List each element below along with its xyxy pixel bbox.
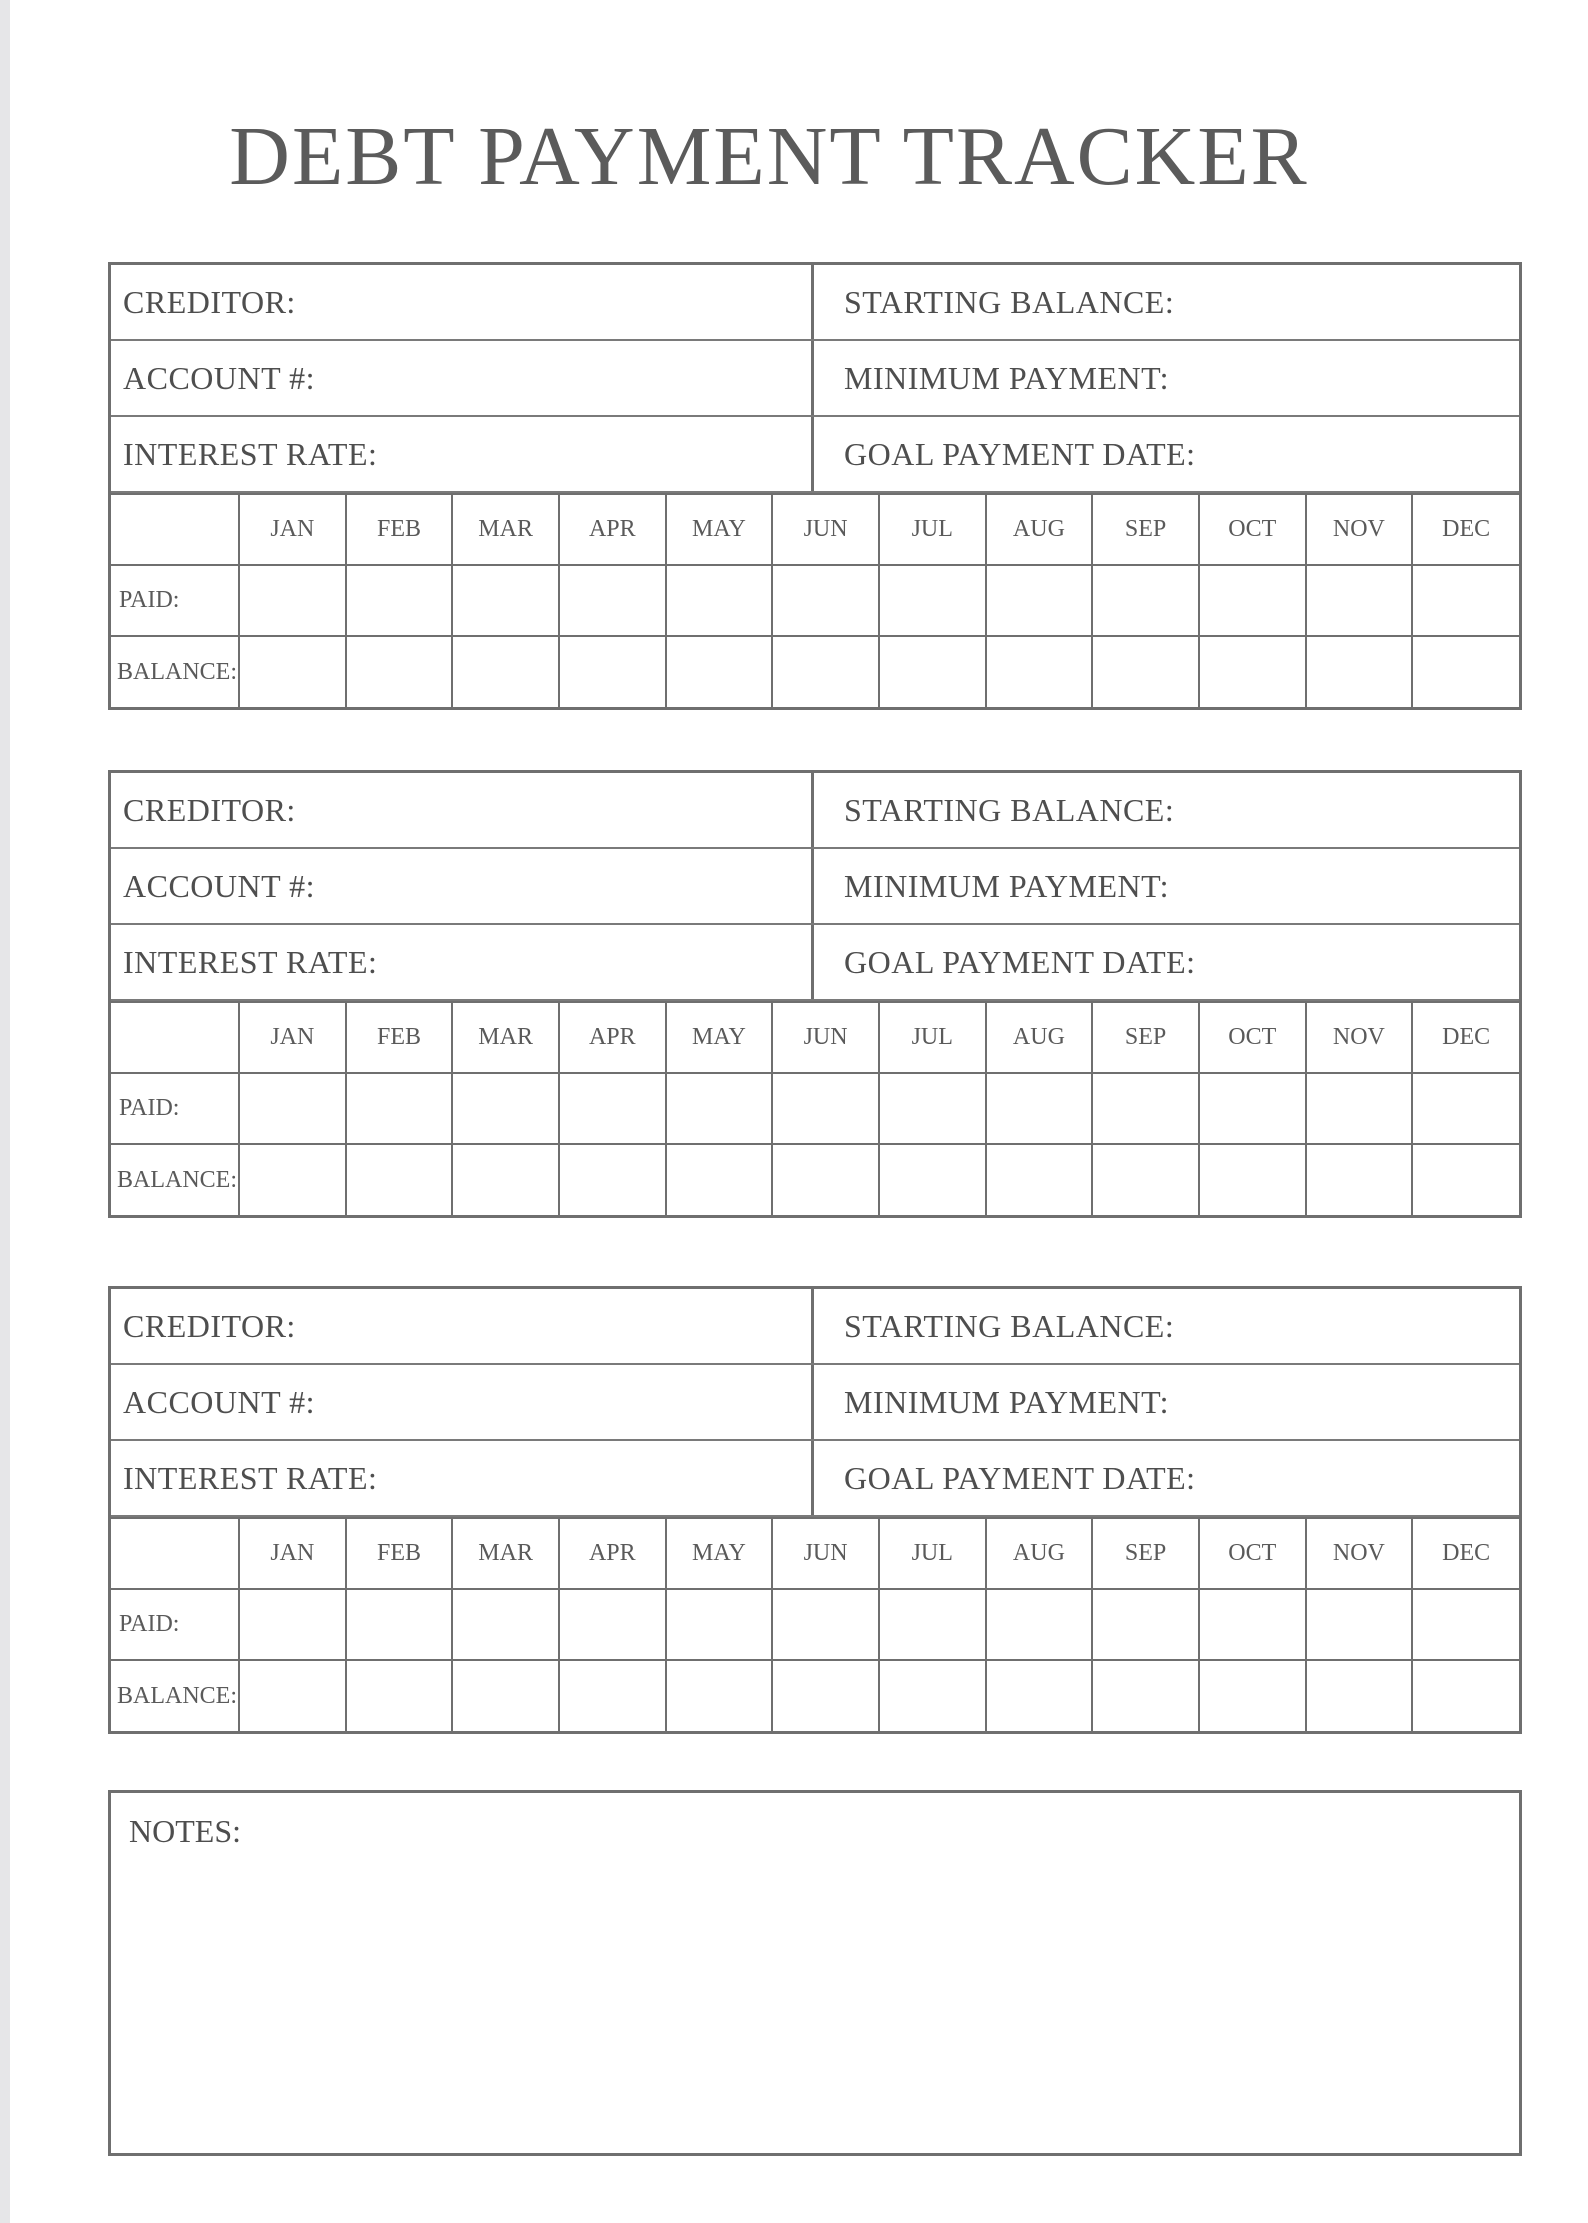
balance-cell-jan[interactable] xyxy=(239,1660,346,1731)
balance-cell-sep[interactable] xyxy=(1092,636,1199,707)
month-header-mar: MAR xyxy=(452,494,559,565)
balance-cell-mar[interactable] xyxy=(452,1144,559,1215)
month-header-dec: DEC xyxy=(1412,1002,1519,1073)
paid-cell-may[interactable] xyxy=(666,1589,773,1660)
balance-cell-mar[interactable] xyxy=(452,636,559,707)
paid-cell-oct[interactable] xyxy=(1199,1589,1306,1660)
month-header-oct: OCT xyxy=(1199,1002,1306,1073)
creditor-field[interactable]: CREDITOR: xyxy=(111,1289,814,1363)
month-header-aug: AUG xyxy=(986,1518,1093,1589)
month-header-mar: MAR xyxy=(452,1518,559,1589)
balance-cell-jul[interactable] xyxy=(879,636,986,707)
interest-rate-field[interactable]: INTEREST RATE: xyxy=(111,925,814,999)
header-corner-cell xyxy=(111,1518,239,1589)
month-header-jun: JUN xyxy=(772,1002,879,1073)
paid-row xyxy=(111,1589,1519,1660)
interest-rate-field[interactable]: INTEREST RATE: xyxy=(111,1441,814,1515)
month-header-jul: JUL xyxy=(879,494,986,565)
paid-cell-aug[interactable] xyxy=(986,1073,1093,1144)
paid-cell-oct[interactable] xyxy=(1199,565,1306,636)
paid-cell-feb[interactable] xyxy=(346,1073,453,1144)
month-header-row xyxy=(111,494,1519,565)
paid-cell-jan[interactable] xyxy=(239,1073,346,1144)
balance-cell-apr[interactable] xyxy=(559,1660,666,1731)
balance-cell-feb[interactable] xyxy=(346,1660,453,1731)
paid-cell-may[interactable] xyxy=(666,1073,773,1144)
month-header-dec: DEC xyxy=(1412,494,1519,565)
month-header-jan: JAN xyxy=(239,1002,346,1073)
balance-cell-may[interactable] xyxy=(666,636,773,707)
month-header-dec: DEC xyxy=(1412,1518,1519,1589)
debt-tracker-2 xyxy=(108,770,1522,1218)
month-header-may: MAY xyxy=(666,1518,773,1589)
debt-tracker-1 xyxy=(108,262,1522,710)
month-header-oct: OCT xyxy=(1199,1518,1306,1589)
balance-cell-feb[interactable] xyxy=(346,1144,453,1215)
page-title: DEBT PAYMENT TRACKER xyxy=(229,110,1309,203)
debt-tracker-3 xyxy=(108,1286,1522,1734)
balance-cell-jun[interactable] xyxy=(772,636,879,707)
month-header-jan: JAN xyxy=(239,1518,346,1589)
paid-cell-sep[interactable] xyxy=(1092,1073,1199,1144)
notes-label: NOTES: xyxy=(129,1813,241,1849)
starting-balance-field[interactable]: STARTING BALANCE: xyxy=(844,1307,1175,1344)
balance-cell-apr[interactable] xyxy=(559,636,666,707)
balance-cell-dec[interactable] xyxy=(1412,636,1519,707)
account-number-field[interactable]: ACCOUNT #: xyxy=(111,341,814,415)
paid-cell-jun[interactable] xyxy=(772,565,879,636)
balance-cell-dec[interactable] xyxy=(1412,1144,1519,1215)
paid-row xyxy=(111,565,1519,636)
account-number-field[interactable]: ACCOUNT #: xyxy=(111,1365,814,1439)
monthly-payment-grid xyxy=(111,493,1519,707)
month-header-sep: SEP xyxy=(1092,1518,1199,1589)
info-row-account xyxy=(111,1365,1519,1441)
paid-cell-dec[interactable] xyxy=(1412,565,1519,636)
info-row-creditor xyxy=(111,1289,1519,1365)
month-header-oct: OCT xyxy=(1199,494,1306,565)
month-header-feb: FEB xyxy=(346,494,453,565)
creditor-field[interactable]: CREDITOR: xyxy=(111,773,814,847)
paid-cell-mar[interactable] xyxy=(452,1073,559,1144)
balance-cell-nov[interactable] xyxy=(1306,636,1413,707)
month-header-jun: JUN xyxy=(772,1518,879,1589)
monthly-payment-grid xyxy=(111,1001,1519,1215)
paid-cell-sep[interactable] xyxy=(1092,565,1199,636)
info-row-interest xyxy=(111,1441,1519,1517)
month-header-row xyxy=(111,1002,1519,1073)
balance-cell-jan[interactable] xyxy=(239,1144,346,1215)
minimum-payment-field[interactable]: MINIMUM PAYMENT: xyxy=(844,1383,1169,1420)
balance-cell-aug[interactable] xyxy=(986,1660,1093,1731)
paid-cell-jun[interactable] xyxy=(772,1589,879,1660)
paid-cell-jan[interactable] xyxy=(239,1589,346,1660)
info-row-creditor xyxy=(111,265,1519,341)
info-row-account xyxy=(111,849,1519,925)
balance-cell-oct[interactable] xyxy=(1199,636,1306,707)
paid-cell-feb[interactable] xyxy=(346,1589,453,1660)
header-corner-cell xyxy=(111,494,239,565)
account-number-field[interactable]: ACCOUNT #: xyxy=(111,849,814,923)
minimum-payment-field[interactable]: MINIMUM PAYMENT: xyxy=(844,867,1169,904)
month-header-nov: NOV xyxy=(1306,1002,1413,1073)
header-corner-cell xyxy=(111,1002,239,1073)
paid-cell-jul[interactable] xyxy=(879,1073,986,1144)
balance-cell-may[interactable] xyxy=(666,1144,773,1215)
month-header-feb: FEB xyxy=(346,1518,453,1589)
balance-row xyxy=(111,1144,1519,1215)
month-header-aug: AUG xyxy=(986,494,1093,565)
month-header-jun: JUN xyxy=(772,494,879,565)
paid-cell-nov[interactable] xyxy=(1306,1073,1413,1144)
paid-cell-aug[interactable] xyxy=(986,1589,1093,1660)
notes-box[interactable] xyxy=(108,1790,1522,2156)
paid-cell-dec[interactable] xyxy=(1412,1589,1519,1660)
paid-cell-nov[interactable] xyxy=(1306,1589,1413,1660)
month-header-sep: SEP xyxy=(1092,494,1199,565)
paid-cell-jul[interactable] xyxy=(879,1589,986,1660)
starting-balance-field[interactable]: STARTING BALANCE: xyxy=(844,791,1175,828)
month-header-jan: JAN xyxy=(239,494,346,565)
paid-cell-aug[interactable] xyxy=(986,565,1093,636)
paid-row-label: PAID: xyxy=(111,1073,239,1144)
month-header-feb: FEB xyxy=(346,1002,453,1073)
paid-cell-apr[interactable] xyxy=(559,1589,666,1660)
paid-cell-mar[interactable] xyxy=(452,1589,559,1660)
month-header-may: MAY xyxy=(666,494,773,565)
info-row-interest xyxy=(111,417,1519,493)
interest-rate-field[interactable]: INTEREST RATE: xyxy=(111,417,814,491)
balance-cell-jul[interactable] xyxy=(879,1144,986,1215)
paid-cell-feb[interactable] xyxy=(346,565,453,636)
balance-cell-nov[interactable] xyxy=(1306,1144,1413,1215)
month-header-apr: APR xyxy=(559,494,666,565)
paid-cell-nov[interactable] xyxy=(1306,565,1413,636)
month-header-may: MAY xyxy=(666,1002,773,1073)
paid-cell-dec[interactable] xyxy=(1412,1073,1519,1144)
info-row-interest xyxy=(111,925,1519,1001)
paid-cell-jul[interactable] xyxy=(879,565,986,636)
month-header-aug: AUG xyxy=(986,1002,1093,1073)
balance-cell-may[interactable] xyxy=(666,1660,773,1731)
paid-cell-mar[interactable] xyxy=(452,565,559,636)
month-header-sep: SEP xyxy=(1092,1002,1199,1073)
month-header-apr: APR xyxy=(559,1518,666,1589)
balance-cell-mar[interactable] xyxy=(452,1660,559,1731)
month-header-jul: JUL xyxy=(879,1518,986,1589)
balance-cell-oct[interactable] xyxy=(1199,1660,1306,1731)
goal-payment-date-field[interactable]: GOAL PAYMENT DATE: xyxy=(844,1459,1196,1496)
monthly-payment-grid xyxy=(111,1517,1519,1731)
paid-cell-oct[interactable] xyxy=(1199,1073,1306,1144)
balance-cell-jun[interactable] xyxy=(772,1660,879,1731)
goal-payment-date-field[interactable]: GOAL PAYMENT DATE: xyxy=(844,435,1196,472)
balance-row-label: BALANCE: xyxy=(111,1144,239,1215)
month-header-nov: NOV xyxy=(1306,1518,1413,1589)
minimum-payment-field[interactable]: MINIMUM PAYMENT: xyxy=(844,359,1169,396)
balance-cell-sep[interactable] xyxy=(1092,1660,1199,1731)
month-header-apr: APR xyxy=(559,1002,666,1073)
balance-cell-jun[interactable] xyxy=(772,1144,879,1215)
page-edge xyxy=(0,0,10,2223)
balance-cell-feb[interactable] xyxy=(346,636,453,707)
paid-row-label: PAID: xyxy=(111,1589,239,1660)
info-row-account xyxy=(111,341,1519,417)
month-header-mar: MAR xyxy=(452,1002,559,1073)
month-header-nov: NOV xyxy=(1306,494,1413,565)
month-header-jul: JUL xyxy=(879,1002,986,1073)
balance-cell-sep[interactable] xyxy=(1092,1144,1199,1215)
balance-cell-oct[interactable] xyxy=(1199,1144,1306,1215)
info-row-creditor xyxy=(111,773,1519,849)
balance-cell-jan[interactable] xyxy=(239,636,346,707)
creditor-field[interactable]: CREDITOR: xyxy=(111,265,814,339)
paid-cell-apr[interactable] xyxy=(559,565,666,636)
month-header-row xyxy=(111,1518,1519,1589)
balance-row xyxy=(111,1660,1519,1731)
paid-cell-jun[interactable] xyxy=(772,1073,879,1144)
balance-cell-dec[interactable] xyxy=(1412,1660,1519,1731)
paid-cell-apr[interactable] xyxy=(559,1073,666,1144)
goal-payment-date-field[interactable]: GOAL PAYMENT DATE: xyxy=(844,943,1196,980)
balance-cell-apr[interactable] xyxy=(559,1144,666,1215)
starting-balance-field[interactable]: STARTING BALANCE: xyxy=(844,283,1175,320)
paid-cell-sep[interactable] xyxy=(1092,1589,1199,1660)
paid-row-label: PAID: xyxy=(111,565,239,636)
balance-row-label: BALANCE: xyxy=(111,1660,239,1731)
balance-cell-nov[interactable] xyxy=(1306,1660,1413,1731)
balance-row-label: BALANCE: xyxy=(111,636,239,707)
paid-cell-may[interactable] xyxy=(666,565,773,636)
balance-cell-aug[interactable] xyxy=(986,1144,1093,1215)
balance-cell-aug[interactable] xyxy=(986,636,1093,707)
paid-cell-jan[interactable] xyxy=(239,565,346,636)
balance-row xyxy=(111,636,1519,707)
paid-row xyxy=(111,1073,1519,1144)
balance-cell-jul[interactable] xyxy=(879,1660,986,1731)
